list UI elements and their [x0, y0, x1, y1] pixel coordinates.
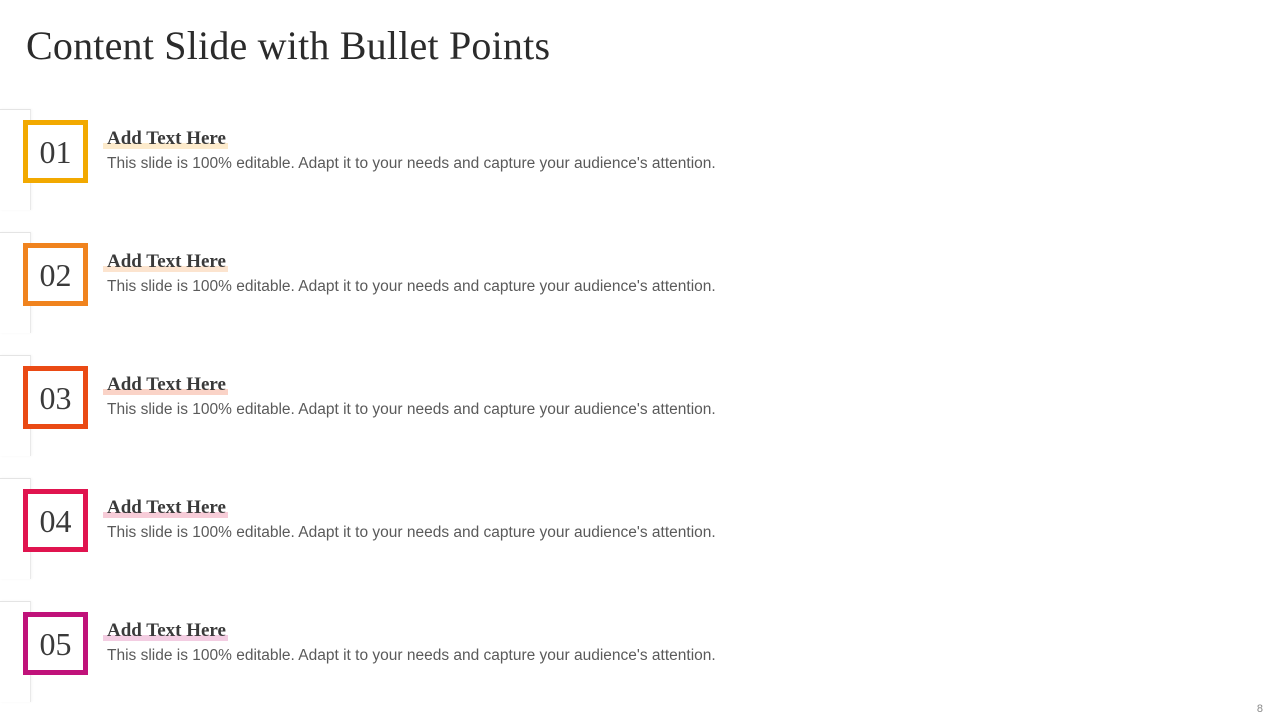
bullet-heading: Add Text Here — [103, 620, 228, 642]
bullet-description: This slide is 100% editable. Adapt it to your needs and capture your audience's attention. — [107, 401, 716, 418]
number-box — [23, 243, 88, 306]
number-box — [23, 612, 88, 675]
slide-title: Content Slide with Bullet Points — [26, 23, 551, 68]
bullet-heading: Add Text Here — [103, 128, 228, 150]
bullet-description: This slide is 100% editable. Adapt it to your needs and capture your audience's attention. — [107, 278, 716, 295]
bullet-item-5 — [0, 601, 1280, 720]
bullet-number: 04 — [39, 502, 72, 539]
bullet-heading: Add Text Here — [103, 374, 228, 396]
bullet-number: 05 — [39, 625, 72, 662]
number-box — [23, 366, 88, 429]
bullet-item-2 — [0, 232, 1280, 355]
number-box — [23, 489, 88, 552]
bullet-number: 03 — [39, 379, 72, 416]
bullet-item-3 — [0, 355, 1280, 478]
bullet-heading: Add Text Here — [103, 497, 228, 519]
number-box — [23, 120, 88, 183]
bullet-item-4 — [0, 478, 1280, 601]
page-number: 8 — [1256, 703, 1263, 715]
bullet-description: This slide is 100% editable. Adapt it to your needs and capture your audience's attention. — [107, 524, 716, 541]
bullet-number: 01 — [39, 133, 72, 170]
bullet-number: 02 — [39, 256, 72, 293]
bullet-item-1 — [0, 109, 1280, 232]
bullet-description: This slide is 100% editable. Adapt it to your needs and capture your audience's attention. — [107, 647, 716, 664]
bullet-heading: Add Text Here — [103, 251, 228, 273]
bullet-description: This slide is 100% editable. Adapt it to your needs and capture your audience's attention. — [107, 155, 716, 172]
